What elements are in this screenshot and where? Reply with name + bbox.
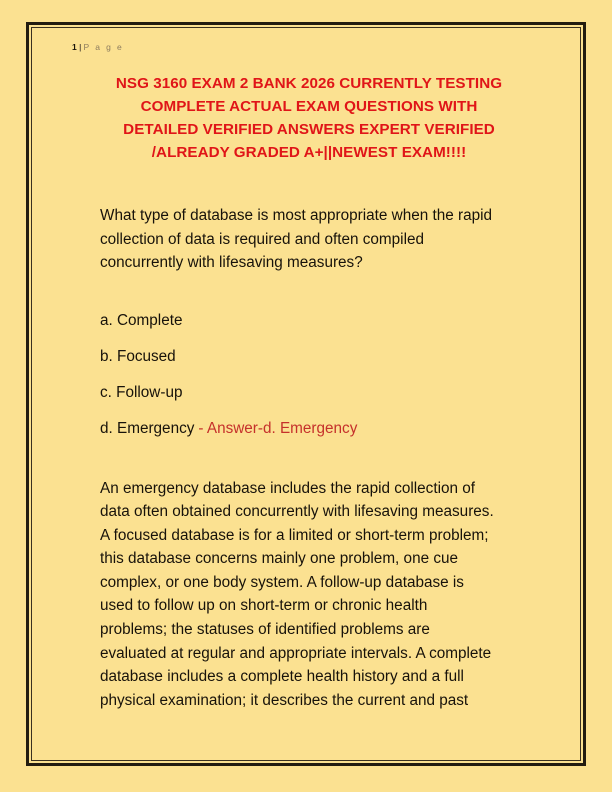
rationale-line-10: physical examination; it describes the current and past xyxy=(100,691,469,709)
page-word-label: P a g e xyxy=(83,42,124,52)
question-line-3: concurrently with lifesaving measures? xyxy=(100,254,363,271)
title-line-2: COMPLETE ACTUAL EXAM QUESTIONS WITH xyxy=(140,98,478,115)
option-b xyxy=(100,347,554,367)
question-line-2: collection of data is required and often compiled xyxy=(100,230,424,248)
rationale-line-6: used to follow up on short-term or chronic health xyxy=(100,597,428,615)
rationale-line-8: evaluated at regular and appropriate intervals. A complete xyxy=(100,644,492,662)
option-d xyxy=(100,419,554,439)
document-title xyxy=(72,72,546,164)
rationale-line-2: data often obtained concurrently with lifesaving measures. xyxy=(100,503,494,521)
question-text xyxy=(100,204,554,275)
page-number-separator: | xyxy=(79,42,82,52)
option-b-label: b. Focused xyxy=(100,347,176,365)
option-a xyxy=(100,311,554,331)
option-d-label: d. Emergency xyxy=(100,419,195,437)
title-line-1: NSG 3160 EXAM 2 BANK 2026 CURRENTLY TESTING xyxy=(115,75,503,92)
page-content xyxy=(32,28,580,760)
correct-answer-note: - Answer-d. Emergency xyxy=(198,419,358,437)
option-c xyxy=(100,383,554,403)
page-border-frame xyxy=(26,22,586,766)
rationale-line-4: this database concerns mainly one problem, one cue xyxy=(100,550,458,568)
option-c-label: c. Follow-up xyxy=(100,383,183,401)
rationale-text xyxy=(100,477,554,713)
rationale-line-1: An emergency database includes the rapid collection of xyxy=(100,479,476,497)
title-line-3: DETAILED VERIFIED ANSWERS EXPERT VERIFIED xyxy=(123,121,495,138)
page-number: 1 xyxy=(72,42,78,52)
rationale-line-3: A focused database is for a limited or short-term problem; xyxy=(100,526,489,544)
answer-options-list xyxy=(100,311,554,439)
rationale-line-9: database includes a complete health history and a full xyxy=(100,668,464,686)
page-border-inner xyxy=(31,27,581,761)
rationale-line-5: complex, or one body system. A follow-up database is xyxy=(100,573,464,591)
option-a-label: a. Complete xyxy=(100,311,183,329)
rationale-line-7: problems; the statuses of identified problems are xyxy=(100,621,430,639)
title-line-4: /ALREADY GRADED A+||NEWEST EXAM!!!! xyxy=(151,144,467,161)
page-number-header xyxy=(72,40,554,54)
question-line-1: What type of database is most appropriate when the rapid xyxy=(100,207,492,224)
